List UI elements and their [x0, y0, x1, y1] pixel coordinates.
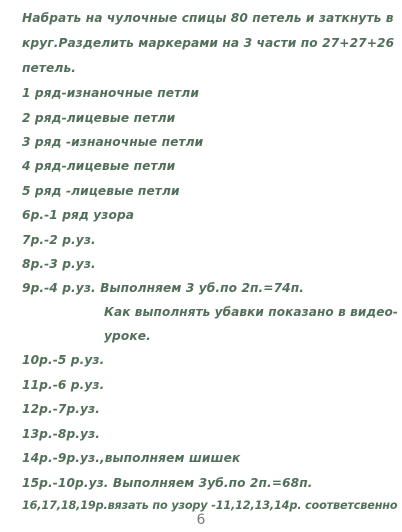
- text-line-9: 6р.-1 ряд узора: [22, 208, 135, 222]
- text-line-11: 8р.-3 р.уз.: [22, 257, 96, 271]
- text-line-2: круг.Разделить маркерами на 3 части по 27+27+26: [22, 36, 395, 50]
- text-line-7: 4 ряд-лицевые петли: [22, 159, 176, 173]
- page-number: 6: [196, 512, 206, 528]
- text-line-14: уроке.: [104, 329, 151, 343]
- text-line-5: 2 ряд-лицевые петли: [22, 111, 176, 125]
- text-line-20: 15р.-10р.уз. Выполняем 3уб.по 2п.=68п.: [22, 476, 313, 490]
- text-line-1: Набрать на чулочные спицы 80 петель и заткнуть в: [22, 11, 394, 25]
- text-line-6: 3 ряд -изнаночные петли: [22, 135, 204, 149]
- text-line-21: 16,17,18,19р.вязать по узору -11,12,13,14р. соответсвенно: [22, 499, 398, 512]
- text-line-3: петель.: [22, 61, 76, 75]
- text-line-17: 12р.-7р.уз.: [22, 402, 100, 416]
- text-line-13: Как выполнять убавки показано в видео-: [104, 305, 399, 319]
- text-line-19: 14р.-9р.уз.,выполняем шишек: [22, 451, 241, 465]
- text-line-10: 7р.-2 р.уз.: [22, 233, 96, 247]
- text-line-12: 9р.-4 р.уз. Выполняем 3 уб.по 2п.=74п.: [22, 281, 305, 295]
- text-line-8: 5 ряд -лицевые петли: [22, 184, 180, 198]
- text-line-15: 10р.-5 р.уз.: [22, 353, 105, 367]
- text-line-4: 1 ряд-изнаночные петли: [22, 86, 199, 100]
- text-line-18: 13р.-8р.уз.: [22, 427, 100, 441]
- text-line-16: 11р.-6 р.уз.: [22, 378, 105, 392]
